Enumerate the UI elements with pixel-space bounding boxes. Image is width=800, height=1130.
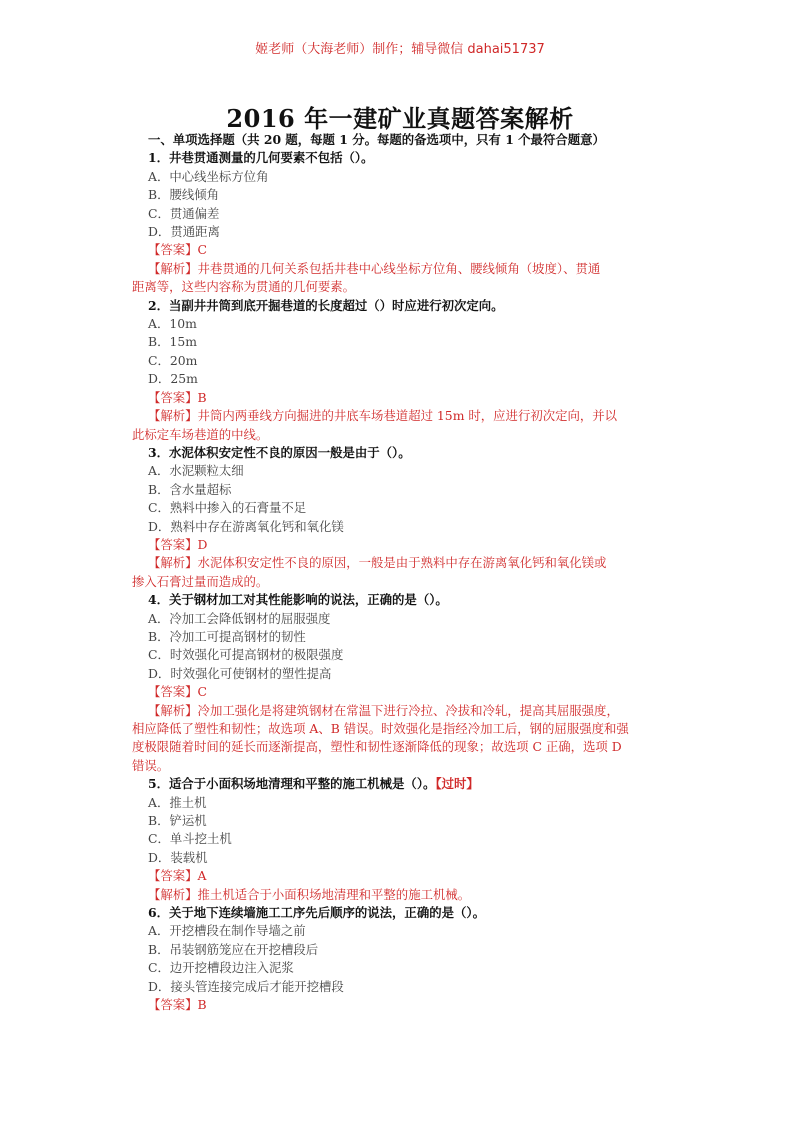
answer-line: 【答案】C [148, 242, 208, 258]
question-text [132, 904, 677, 922]
option-d: D．贯通距离 [148, 224, 220, 240]
analysis-line: 【解析】水泥体积安定性不良的原因，一般是由于熟料中存在游离氧化钙和氧化镁或 [148, 555, 607, 571]
section-heading: 一、单项选择题（共 20 题，每题 1 分。每题的备选项中，只有 1 个最符合题意） [148, 132, 605, 147]
document-body [132, 131, 677, 1015]
answer-line: 【答案】B [148, 389, 207, 405]
outdated-tag: 【过时】 [435, 776, 479, 792]
question-text [132, 444, 677, 462]
question-text [132, 775, 677, 793]
option-b: B．吊装钢筋笼应在开挖槽段后 [148, 941, 319, 957]
option-b: B．含水量超标 [148, 481, 232, 497]
option-d: D．时效强化可使钢材的塑性提高 [148, 665, 332, 681]
option-c: C．20m [148, 352, 198, 368]
question-text [132, 297, 677, 315]
analysis-line: 度极限随着时间的延长而逐渐提高，塑性和韧性逐渐降低的现象；故选项 C 正确，选项 D [132, 739, 622, 755]
option-c: C．贯通偏差 [148, 205, 220, 221]
analysis-line: 【解析】井巷贯通的几何关系包括井巷中心线坐标方位角、腰线倾角（坡度）、贯通 [148, 260, 601, 276]
option-c: C．边开挖槽段边注入泥浆 [148, 960, 294, 976]
answer-line: 【答案】B [148, 997, 207, 1013]
analysis-text [132, 260, 677, 297]
option-d: D．熟料中存在游离氧化钙和氧化镁 [148, 518, 344, 534]
question-stem: 4．关于钢材加工对其性能影响的说法，正确的是（）。 [148, 592, 448, 608]
question-block [132, 149, 677, 296]
answer-line: 【答案】D [148, 536, 208, 552]
analysis-line: 错误。 [132, 757, 170, 773]
option-d: D．25m [148, 371, 198, 387]
analysis-line: 掺入石膏过量而造成的。 [132, 573, 269, 589]
option-a: A．10m [148, 316, 197, 332]
option-d: D．装载机 [148, 849, 208, 865]
analysis-text [132, 407, 677, 444]
question-stem: 3．水泥体积安定性不良的原因一般是由于（）。 [148, 444, 411, 460]
option-a: A．开挖槽段在制作导墙之前 [148, 923, 306, 939]
answer-line: 【答案】C [148, 684, 208, 700]
question-stem: 6．关于地下连续墙施工工序先后顺序的说法，正确的是（）。 [148, 905, 485, 921]
option-a: A．水泥颗粒太细 [148, 463, 244, 479]
question-block [132, 297, 677, 444]
question-block [132, 591, 677, 775]
analysis-text [132, 702, 677, 776]
analysis-text [132, 554, 677, 591]
question-text [132, 149, 677, 167]
analysis-line: 距离等，这些内容称为贯通的几何要素。 [132, 279, 356, 295]
analysis-line: 【解析】井筒内两垂线方向掘进的井底车场巷道超过 15m 时，应进行初次定向，并以 [148, 408, 618, 424]
analysis-line: 【解析】推土机适合于小面积场地清理和平整的施工机械。 [148, 886, 471, 902]
option-a: A．冷加工会降低钢材的屈服强度 [148, 610, 331, 626]
option-b: B．冷加工可提高钢材的韧性 [148, 628, 306, 644]
option-a: A．推土机 [148, 794, 207, 810]
question-block [132, 775, 677, 904]
analysis-line: 此标定车场巷道的中线。 [132, 426, 269, 442]
option-c: C．时效强化可提高钢材的极限强度 [148, 647, 344, 663]
question-stem: 2．当副井井筒到底开掘巷道的长度超过（）时应进行初次定向。 [148, 297, 504, 313]
analysis-line: 【解析】冷加工强化是将建筑钢材在常温下进行冷拉、冷拔和冷轧，提高其屈服强度， [148, 702, 619, 718]
question-block [132, 904, 677, 1014]
analysis-line: 相应降低了塑性和韧性；故选项 A、B 错误。时效强化是指经冷加工后，钢的屈服强度和强 [132, 721, 629, 736]
option-c: C．熟料中掺入的石膏量不足 [148, 500, 307, 516]
answer-line: 【答案】A [148, 868, 207, 884]
page-header: 姬老师（大海老师）制作；辅导微信 dahai51737 [255, 42, 545, 57]
analysis-text [132, 886, 677, 904]
question-stem: 1．井巷贯通测量的几何要素不包括（）。 [148, 150, 374, 166]
option-b: B．15m [148, 334, 198, 350]
question-stem: 5．适合于小面积场地清理和平整的施工机械是（）。 [148, 776, 436, 792]
page-title: 2016 年一建矿业真题答案解析 [226, 104, 574, 133]
option-b: B．腰线倾角 [148, 187, 220, 203]
option-a: A．中心线坐标方位角 [148, 168, 269, 184]
option-b: B．铲运机 [148, 813, 207, 829]
question-text [132, 591, 677, 609]
option-c: C．单斗挖土机 [148, 831, 232, 847]
question-block [132, 444, 677, 591]
option-d: D．接头管连接完成后才能开挖槽段 [148, 978, 344, 994]
